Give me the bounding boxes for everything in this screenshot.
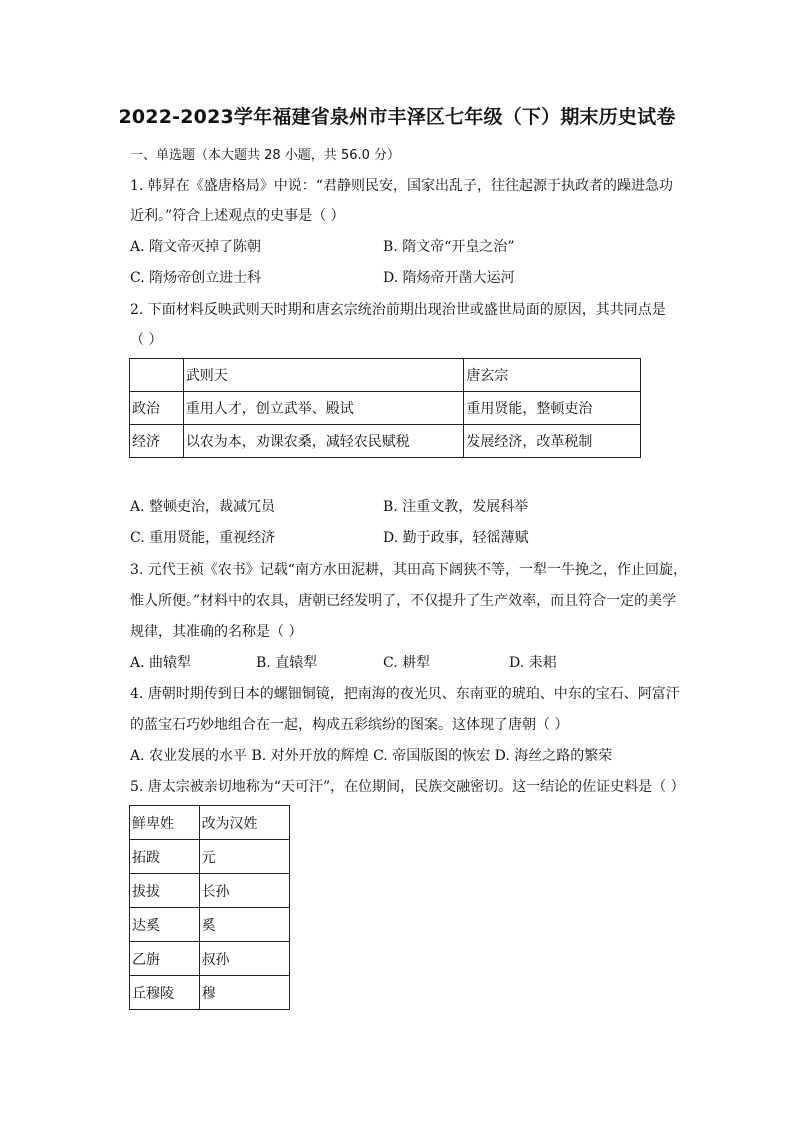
table-row [130,874,290,908]
table-cell: 达奚 [130,908,200,942]
table-row [130,976,290,1010]
table-cell: 元 [199,840,289,874]
question-2-option-c[interactable]: C. 重用贤能，重视经济 [130,530,276,546]
table-cell: 乙旃 [130,942,200,976]
question-1-line-2: 近利。”符合上述观点的史事是（ ） [130,208,345,224]
question-5-line-1: 5. 唐太宗被亲切地称为“天可汗”，在位期间，民族交融密切。这一结论的佐证史料是（ ） [130,779,685,795]
table-cell: 唐玄宗 [464,359,641,392]
question-1-line-1: 1. 韩昇在《盛唐格局》中说：“君静则民安，国家出乱子，往往起源于执政者的躁进急功 [130,178,673,194]
question-3-option-c[interactable]: C. 耕犁 [383,655,431,671]
question-2-option-b[interactable]: B. 注重文教，发展科举 [383,499,529,515]
question-4-line-2: 的蓝宝石巧妙地组合在一起，构成五彩缤纷的图案。这体现了唐朝（ ） [130,717,569,733]
exam-title: 2022-2023学年福建省泉州市丰泽区七年级（下）期末历史试卷 [118,106,676,128]
table-cell: 穆 [199,976,289,1010]
table-cell: 以农为本，劝课农桑，减轻农民赋税 [183,425,464,458]
table-cell: 丘穆陵 [130,976,200,1010]
table-cell: 改为汉姓 [199,806,289,840]
table-cell: 重用人才，创立武举、殿试 [183,392,464,425]
table-cell: 奚 [199,908,289,942]
question-1-option-b[interactable]: B. 隋文帝“开皇之治” [383,239,515,255]
table-cell: 经济 [130,425,184,458]
table-cell: 重用贤能，整顿吏治 [464,392,641,425]
table-row [130,392,641,425]
table-cell: 鲜卑姓 [130,806,200,840]
question-2-option-a[interactable]: A. 整顿吏治，裁减冗员 [130,499,276,515]
question-3-line-1: 3. 元代王祯《农书》记载“南方水田泥耕，其田高下阔狭不等，一犁一牛挽之，作止回旋， [130,562,687,578]
table-row [130,840,290,874]
table-row [130,425,641,458]
question-2-table [129,358,641,458]
question-2-option-d[interactable]: D. 勤于政事，轻徭薄赋 [383,530,529,546]
table-cell: 拓跋 [130,840,200,874]
question-1-option-a[interactable]: A. 隋文帝灭掉了陈朝 [130,239,262,255]
question-3-option-b[interactable]: B. 直辕犁 [256,655,318,671]
question-3-option-a[interactable]: A. 曲辕犁 [130,655,192,671]
question-2-line-1: 2. 下面材料反映武则天时期和唐玄宗统治前期出现治世或盛世局面的原因，其共同点是 [130,302,666,318]
table-cell: 拔拔 [130,874,200,908]
table-row [130,908,290,942]
question-3-line-2: 惟人所便。”材料中的农具，唐朝已经发明了，不仅提升了生产效率，而且符合一定的美学 [130,593,677,609]
question-3-option-d[interactable]: D. 耒耜 [509,655,557,671]
table-row [130,806,290,840]
question-5-table [129,805,290,1010]
question-1-option-d[interactable]: D. 隋炀帝开凿大运河 [383,270,515,286]
question-2-line-2: （ ） [130,332,163,348]
section-heading: 一、单选题（本大题共 28 小题，共 56.0 分） [130,148,401,163]
question-4-options[interactable]: A. 农业发展的水平 B. 对外开放的辉煌 C. 帝国版图的恢宏 D. 海丝之路的繁荣 [130,748,613,764]
table-cell: 政治 [130,392,184,425]
question-1-option-c[interactable]: C. 隋炀帝创立进士科 [130,270,262,286]
table-cell: 长孙 [199,874,289,908]
table-cell [130,359,184,392]
table-cell: 武则天 [183,359,464,392]
question-3-line-3: 规律，其准确的名称是（ ） [130,624,303,640]
table-row [130,942,290,976]
table-cell: 发展经济，改革税制 [464,425,641,458]
table-row [130,359,641,392]
question-4-line-1: 4. 唐朝时期传到日本的螺钿铜镜，把南海的夜光贝、东南亚的琥珀、中东的宝石、阿富汗 [130,686,680,702]
table-cell: 叔孙 [199,942,289,976]
